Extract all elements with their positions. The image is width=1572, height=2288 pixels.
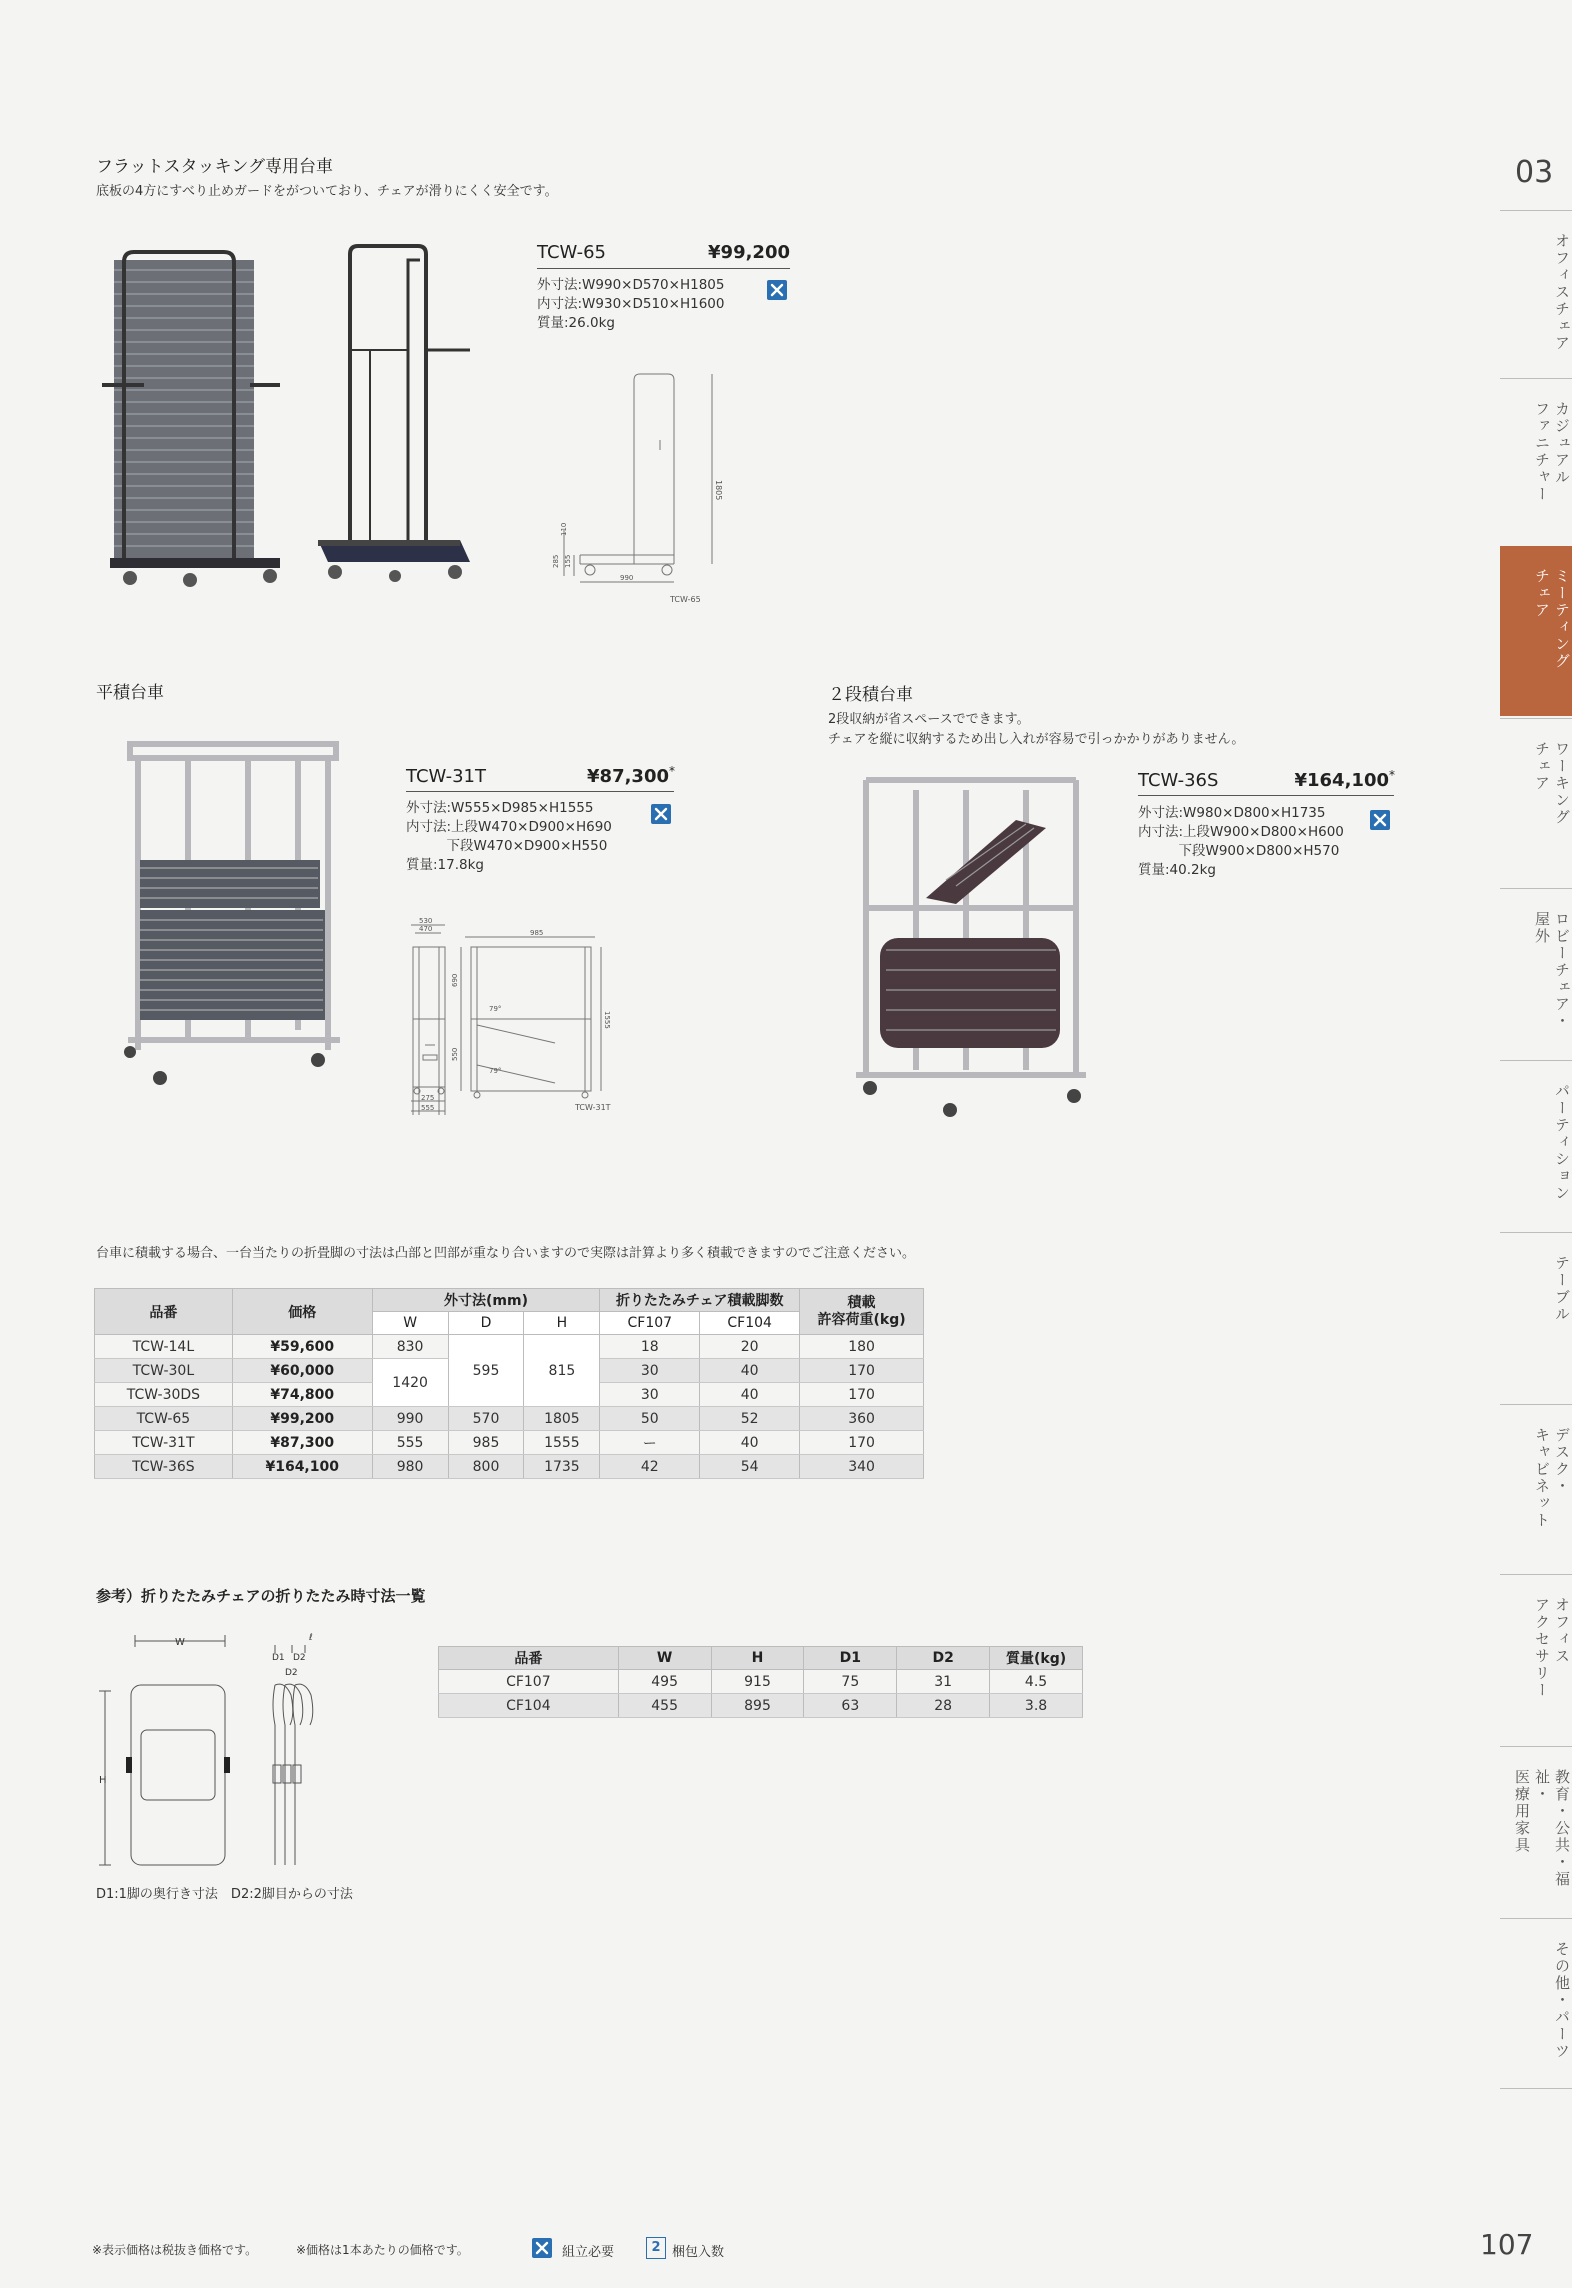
nav-tab-1[interactable] xyxy=(1500,378,1572,549)
col-model: 品番 xyxy=(95,1289,233,1335)
cell-load: 170 xyxy=(800,1431,924,1455)
table-note: 台車に積載する場合、一台当たりの折畳脚の寸法は凸部と凹部が重なり合いますので実際は計算より多く積載できますのでご注意ください。 xyxy=(96,1246,916,1261)
cell-w: 495 xyxy=(618,1670,711,1694)
diagram-label-h: H xyxy=(99,1775,107,1786)
ref-col-w: W xyxy=(618,1647,711,1670)
page-number: 107 xyxy=(1480,2228,1534,2261)
cell-d-merged: 595 xyxy=(448,1335,524,1407)
assembly-required-icon xyxy=(651,804,671,824)
diagram-label-d1: D1 xyxy=(272,1653,285,1663)
tcw31t-photo xyxy=(118,730,348,1090)
tcw65-model: TCW-65 xyxy=(537,242,606,263)
cell-h: 895 xyxy=(711,1694,804,1718)
assembly-required-icon xyxy=(1370,810,1390,830)
cell-d: 570 xyxy=(448,1407,524,1431)
tcw65-drawing xyxy=(540,370,740,610)
cell-cf107: 18 xyxy=(600,1335,700,1359)
tcw65-price: ¥99,200 xyxy=(708,242,790,263)
cell-cf104: 40 xyxy=(700,1359,800,1383)
cell-d: 985 xyxy=(448,1431,524,1455)
tcw36s-price-mark: * xyxy=(1389,768,1395,782)
nav-tab-0[interactable] xyxy=(1500,210,1572,381)
nav-tab-10[interactable] xyxy=(1500,1918,1572,2089)
tcw36s-model: TCW-36S xyxy=(1138,770,1219,791)
cell-weight: 3.8 xyxy=(990,1694,1083,1718)
nav-tab-4[interactable] xyxy=(1500,888,1572,1059)
tcw65-specs: 外寸法:W990×D570×H1805 内寸法:W930×D510×H1600 質量:26.0kg xyxy=(537,277,725,331)
folding-chair-table xyxy=(438,1646,1083,1718)
tcw65-dim-b: 285 xyxy=(552,554,560,568)
cell-weight: 4.5 xyxy=(990,1670,1083,1694)
cell-price: ¥99,200 xyxy=(232,1407,372,1431)
cell-load: 360 xyxy=(800,1407,924,1431)
tcw65-dim-a: 110 xyxy=(560,522,568,536)
tcw31t-model: TCW-31T xyxy=(406,766,486,787)
cell-h: 1805 xyxy=(524,1407,600,1431)
cell-w: 830 xyxy=(372,1335,448,1359)
cell-cf104: 40 xyxy=(700,1383,800,1407)
cell-model: TCW-65 xyxy=(95,1407,233,1431)
cell-w: 990 xyxy=(372,1407,448,1431)
cell-d2: 31 xyxy=(897,1670,990,1694)
tcw31t-dim-b1: 275 xyxy=(421,1094,435,1102)
nav-tab-9[interactable] xyxy=(1500,1746,1572,1917)
nav-tab-label: ミーティング チェア xyxy=(1533,568,1571,670)
tcw31t-dim-b2: 555 xyxy=(421,1104,435,1112)
cart-spec-table xyxy=(94,1288,924,1479)
diagram-label-d2: D2 xyxy=(293,1653,306,1663)
tcw31t-dim-h2: 550 xyxy=(451,1047,459,1061)
cell-load: 180 xyxy=(800,1335,924,1359)
reference-caption: D1:1脚の奥行き寸法 D2:2脚目からの寸法 xyxy=(96,1887,353,1902)
cell-price: ¥164,100 xyxy=(232,1455,372,1479)
diagram-label-d2b: D2 xyxy=(285,1668,298,1678)
tcw31t-dim-a1: 79° xyxy=(489,1005,502,1013)
section1-desc: 底板の4方にすべり止めガードをがついており、チェアが滑りにくく安全です。 xyxy=(96,184,558,199)
tcw65-rule xyxy=(537,268,790,269)
tcw65-loaded-photo xyxy=(100,240,300,590)
diagram-label-l: ℓ xyxy=(309,1633,313,1643)
tcw31t-price xyxy=(560,764,675,787)
col-d: D xyxy=(448,1312,524,1335)
cell-d1: 75 xyxy=(804,1670,897,1694)
tcw36s-price-value: ¥164,100 xyxy=(1294,770,1389,791)
table-row xyxy=(95,1335,924,1359)
tcw31t-dim-w2: 470 xyxy=(419,925,433,933)
cell-h: 1555 xyxy=(524,1431,600,1455)
cell-d1: 63 xyxy=(804,1694,897,1718)
assembly-required-icon xyxy=(767,280,787,300)
footer-note-price: ※価格は1本あたりの価格です。 xyxy=(296,2243,469,2257)
cell-price: ¥87,300 xyxy=(232,1431,372,1455)
cell-model: CF107 xyxy=(439,1670,619,1694)
tcw36s-specs: 外寸法:W980×D800×H1735 内寸法:上段W900×D800×H600 下段W900×D800×H570 質量:40.2kg xyxy=(1138,805,1344,878)
folding-chair-diagram xyxy=(95,1625,355,1875)
tcw31t-dim-w1: 530 xyxy=(419,917,433,925)
table-row xyxy=(439,1694,1083,1718)
tcw65-empty-photo xyxy=(310,240,490,590)
tcw31t-price-value: ¥87,300 xyxy=(587,766,669,787)
ref-col-d1: D1 xyxy=(804,1647,897,1670)
cell-h: 915 xyxy=(711,1670,804,1694)
col-cf104: CF104 xyxy=(700,1312,800,1335)
tcw31t-rule xyxy=(406,791,674,792)
nav-tab-label: テーブル xyxy=(1553,1255,1571,1323)
tcw36s-photo xyxy=(846,770,1096,1120)
tcw65-dim-c: 155 xyxy=(564,554,572,568)
cell-w-merged: 1420 xyxy=(372,1359,448,1407)
tcw65-drawing-name: TCW-65 xyxy=(670,595,701,604)
cell-w: 555 xyxy=(372,1431,448,1455)
table-row xyxy=(95,1431,924,1455)
package-count-icon: 2 xyxy=(646,2237,666,2259)
reference-title: 参考）折りたたみチェアの折りたたみ時寸法一覧 xyxy=(96,1587,426,1605)
tcw65-dim-h: 1805 xyxy=(714,480,723,501)
tcw31t-dim-a2: 79° xyxy=(489,1067,502,1075)
section1-title: フラットスタッキング専用台車 xyxy=(96,157,333,177)
assembly-required-icon xyxy=(532,2238,552,2258)
cell-cf107: 30 xyxy=(600,1359,700,1383)
ref-col-d2: D2 xyxy=(897,1647,990,1670)
col-h: H xyxy=(524,1312,600,1335)
section2-title: 平積台車 xyxy=(96,683,164,703)
table-row xyxy=(439,1670,1083,1694)
footer-note-tax: ※表示価格は税抜き価格です。 xyxy=(92,2243,258,2257)
nav-tab-label: オフィス アクセサリー xyxy=(1533,1597,1571,1699)
cell-cf104: 40 xyxy=(700,1431,800,1455)
nav-tab-5[interactable] xyxy=(1500,1060,1572,1231)
cell-price: ¥74,800 xyxy=(232,1383,372,1407)
legend-assembly: 組立必要 xyxy=(562,2245,615,2260)
col-load: 積載 許容荷重(kg) xyxy=(800,1289,924,1335)
cell-d2: 28 xyxy=(897,1694,990,1718)
tcw36s-price xyxy=(1270,768,1395,791)
cell-cf107: 30 xyxy=(600,1383,700,1407)
table-row xyxy=(95,1407,924,1431)
col-count: 折りたたみチェア積載脚数 xyxy=(600,1289,800,1312)
cell-price: ¥59,600 xyxy=(232,1335,372,1359)
section3-title: ２段積台車 xyxy=(828,685,913,705)
cell-w: 455 xyxy=(618,1694,711,1718)
nav-tab-label: ロビーチェア・ 屋外 xyxy=(1533,911,1571,1030)
cell-load: 340 xyxy=(800,1455,924,1479)
col-cf107: CF107 xyxy=(600,1312,700,1335)
nav-tab-7[interactable] xyxy=(1500,1404,1572,1575)
nav-tab-label: オフィスチェア xyxy=(1553,233,1571,352)
cell-model: TCW-14L xyxy=(95,1335,233,1359)
cell-cf104: 52 xyxy=(700,1407,800,1431)
cell-h-merged: 815 xyxy=(524,1335,600,1407)
cell-h: 1735 xyxy=(524,1455,600,1479)
cell-d: 800 xyxy=(448,1455,524,1479)
nav-tab-label: カジュアル ファニチャー xyxy=(1533,401,1571,503)
cell-load: 170 xyxy=(800,1359,924,1383)
cell-cf107: 50 xyxy=(600,1407,700,1431)
nav-tab-label: その他・パーツ xyxy=(1553,1941,1571,2060)
table-row xyxy=(95,1455,924,1479)
tcw36s-rule xyxy=(1138,795,1394,796)
col-price: 価格 xyxy=(232,1289,372,1335)
nav-tab-label: 教育・公共・福祉・ 医療用家具 xyxy=(1513,1769,1571,1888)
tcw31t-drawing xyxy=(405,915,620,1115)
cell-cf104: 20 xyxy=(700,1335,800,1359)
tcw31t-dim-h: 1555 xyxy=(603,1011,611,1029)
diagram-label-w: W xyxy=(175,1637,185,1648)
cell-w: 980 xyxy=(372,1455,448,1479)
cell-model: TCW-30DS xyxy=(95,1383,233,1407)
tcw31t-price-mark: * xyxy=(669,764,675,778)
cell-model: TCW-30L xyxy=(95,1359,233,1383)
nav-tab-label: ワーキング チェア xyxy=(1533,741,1571,826)
tcw31t-drawing-name: TCW-31T xyxy=(575,1103,611,1112)
nav-tab-8[interactable] xyxy=(1500,1574,1572,1745)
chapter-number: 03 xyxy=(1515,155,1554,190)
legend-package: 梱包入数 xyxy=(672,2245,725,2260)
nav-tab-label: デスク・ キャビネット xyxy=(1533,1427,1571,1529)
cell-price: ¥60,000 xyxy=(232,1359,372,1383)
cell-model: CF104 xyxy=(439,1694,619,1718)
nav-tab-6[interactable] xyxy=(1500,1232,1572,1403)
col-outer: 外寸法(mm) xyxy=(372,1289,600,1312)
nav-tab-2[interactable] xyxy=(1500,546,1572,716)
tcw65-dim-w: 990 xyxy=(620,574,634,582)
nav-end-rule xyxy=(1500,2088,1572,2090)
tcw31t-dim-d: 985 xyxy=(530,929,544,937)
nav-tab-3[interactable] xyxy=(1500,718,1572,889)
cell-cf104: 54 xyxy=(700,1455,800,1479)
cell-cf107: ー xyxy=(600,1431,700,1455)
tcw31t-specs: 外寸法:W555×D985×H1555 内寸法:上段W470×D900×H690 下段W470×D900×H550 質量:17.8kg xyxy=(406,800,612,873)
ref-col-weight: 質量(kg) xyxy=(990,1647,1083,1670)
cell-load: 170 xyxy=(800,1383,924,1407)
cell-model: TCW-36S xyxy=(95,1455,233,1479)
section3-desc: 2段収納が省スペースでできます。 チェアを縦に収納するため出し入れが容易で引っかかりがありません。 xyxy=(828,712,1245,747)
nav-tab-label: パーティション xyxy=(1553,1083,1571,1202)
tcw31t-dim-h1: 690 xyxy=(451,973,459,987)
ref-col-model: 品番 xyxy=(439,1647,619,1670)
cell-model: TCW-31T xyxy=(95,1431,233,1455)
col-w: W xyxy=(372,1312,448,1335)
cell-cf107: 42 xyxy=(600,1455,700,1479)
ref-col-h: H xyxy=(711,1647,804,1670)
